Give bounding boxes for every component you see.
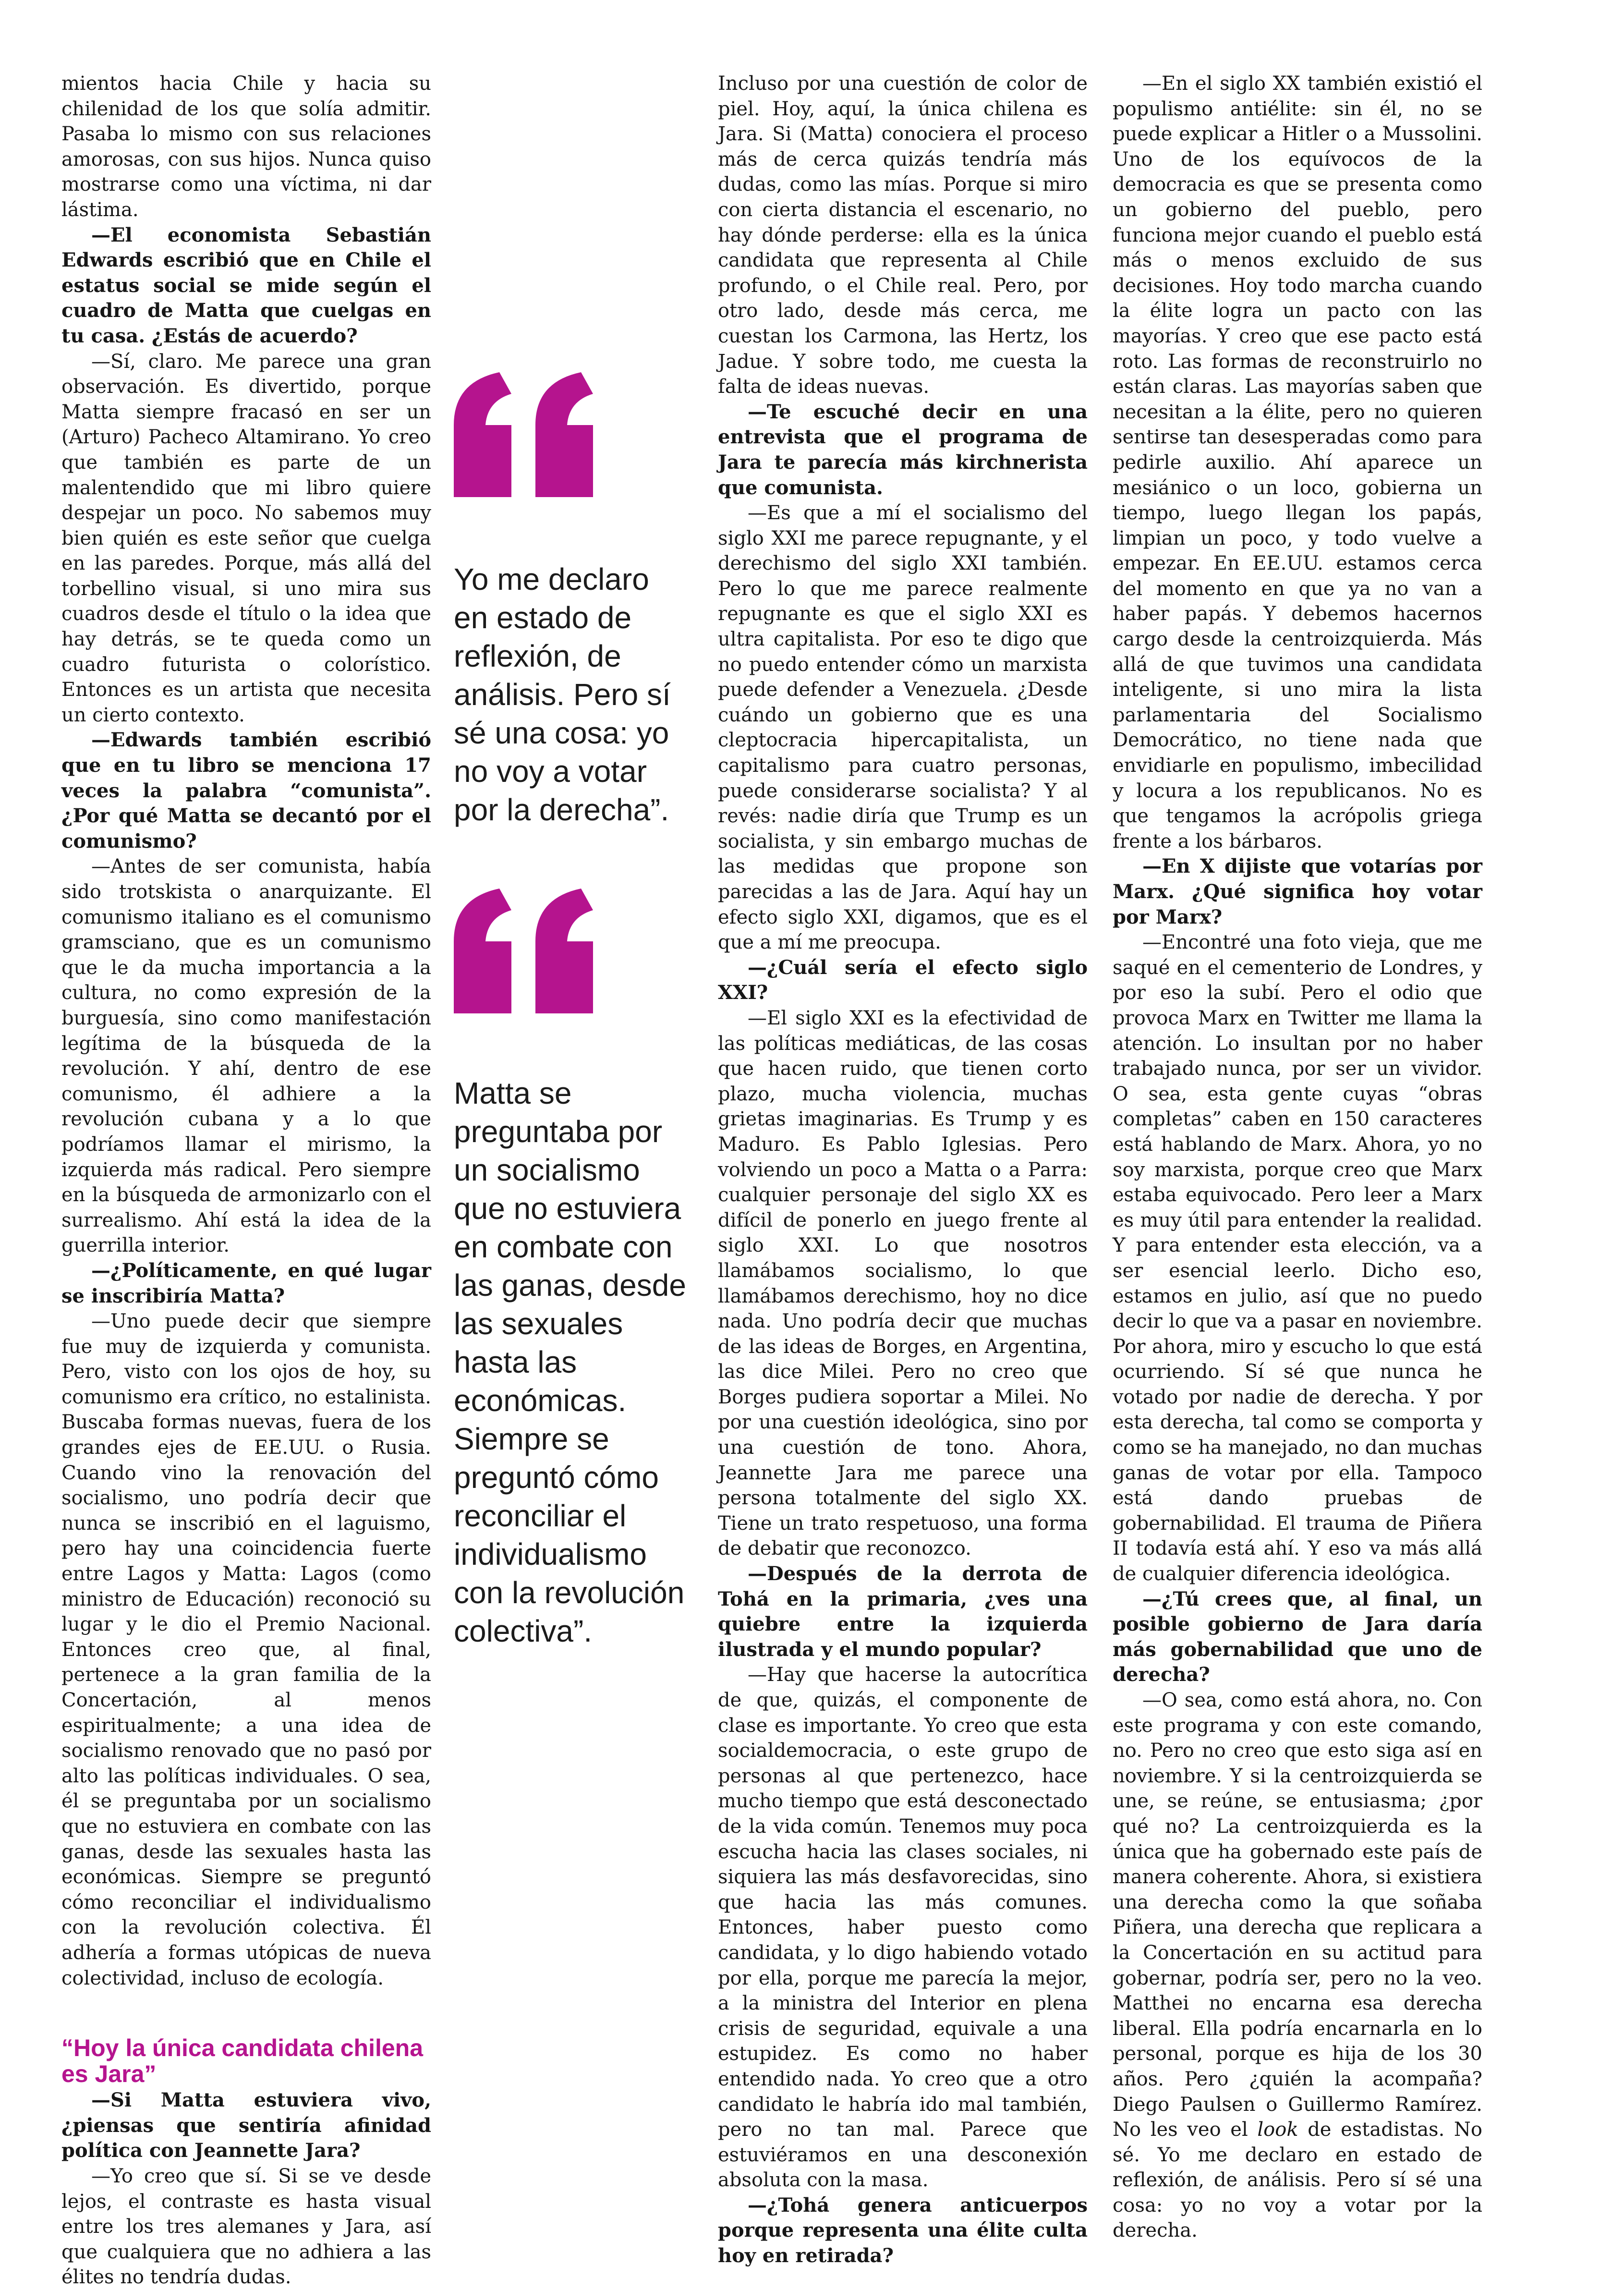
- interview-answer: —El siglo XXI es la efectividad de las políticas mediáticas, de las cosas que hacen ruido, que tienen corto plazo, mucha violencia, muchas grietas imaginarias. Es Trump y es Maduro. Es Pablo Iglesias. Pero volviendo un poco a Matta o a Parra: cualquier personaje del siglo XX es difícil de ponerlo en juego frente al siglo XXI. Lo que nosotros llamábamos socialismo, lo que llamábamos derechismo, hoy no dice nada. Uno podría decir que muchas de las ideas de Borges, en Argentina, las dice Milei. Pero no creo que Borges pudiera soportar a Milei. No por una cuestión ideológica, sino por una cuestión de tono. Ahora, Jeannette Jara me parece una persona totalmente del siglo XX. Tiene un trato respetuoso, una forma de debatir que reconozco.: [718, 1007, 1088, 1560]
- interview-answer: —Yo creo que sí. Si se ve desde lejos, el contraste es hasta visual entre los tres alemanes y Jara, así que cualquiera que no adhiera a las élites no tendría dudas.: [61, 2165, 431, 2289]
- interview-answer: —Encontré una foto vieja, que me saqué en el cementerio de Londres, y por eso la subí. Pero el odio que provoca Marx en Twitter me llama la atención. Lo insultan por no haber trabajado nunca, por ser un vividor. O sea, esta gente cuyas “obras completas” caben en 150 caracteres está hablando de Marx. Ahora, yo no soy marxista, porque creo que Marx estaba equivocado. Pero leer a Marx es muy útil para entender la realidad. Y para entender esta elección, va a ser esencial leerlo. Dicho eso, estamos en julio, así que no puedo decir lo que va a pasar en noviembre. Por ahora, miro y escucho lo que está ocurriendo. Sí sé que nunca he votado por nadie de derecha. Y por esta derecha, tal como se comporta y como se ha manejado, no dan muchas ganas de votar por ella. Tampoco está dando pruebas de gobernabilidad. El trauma de Piñera II todavía está ahí. Y eso va más allá de cualquier diferencia ideológica.: [1113, 931, 1482, 1585]
- interview-answer: —Uno puede decir que siempre fue muy de izquierda y comunista. Pero, visto con los ojos de hoy, su comunismo era crítico, no estalinista. Buscaba formas nuevas, fuera de los grandes ejes de EE.UU. o Rusia. Cuando vino la renovación del socialismo, uno podría decir que nunca se inscribió en el laguismo, pero hay una coincidencia fuerte entre Lagos y Matta: Lagos (como ministro de Educación) reconoció su lugar y le dio el Premio Nacional. Entonces creo que, al final, pertenece a la gran familia de la Concertación, al menos espiritualmente; a una idea de socialismo renovado que no pasó por alto las políticas individuales. O sea, él se preguntaba por un socialismo que no estuviera en combate con las ganas, desde las sexuales hasta las económicas. Siempre se preguntó cómo reconciliar el individualismo con la revolución colectiva. Él adhería a formas utópicas de nueva colectividad, incluso de ecología.: [61, 1310, 431, 1989]
- italic-word: look: [1257, 2119, 1298, 2141]
- interview-question: —Te escuché decir en una entrevista que el programa de Jara te parecía más kirchnerista que comunista.: [718, 400, 1088, 499]
- answer-text: —O sea, como está ahora, no. Con este programa y con este comando, no. Pero no creo que esto siga así en noviembre. Y si la centroizquierda se une, se reúne, se entusiasma; ¿por qué no? La centroizquierda es la única que ha gobernado este país de manera coherente. Ahora, si existiera una derecha como la que soñaba Piñera, una derecha que replicara a la Concertación en su actitud para gobernar, podría ser, pero no la veo. Matthei no encarna esa derecha liberal. Ella podría encarnarla en lo personal, porque es hija de los 30 años. Pero ¿quién la acompaña? Diego Paulsen o Guillermo Ramírez. No les veo el: [1113, 1689, 1482, 2141]
- interview-question: —¿Políticamente, en qué lugar se inscribiría Matta?: [61, 1259, 431, 1307]
- interview-question: —Edwards también escribió que en tu libro se menciona 17 veces la palabra “comunista”. ¿Por qué Matta se decantó por el comunismo?: [61, 729, 431, 853]
- interview-question: —¿Tú crees que, al final, un posible gobierno de Jara daría más gobernabilidad que uno de derecha?: [1113, 1587, 1482, 1686]
- article-column-3: [1113, 71, 1482, 2243]
- interview-answer: [1113, 1688, 1482, 2243]
- interview-answer: —Hay que hacerse la autocrítica de que, quizás, el componente de clase es importante. Yo creo que esta socialdemocracia, o este grupo de personas al que pertenezco, hace mucho tiempo que está desconectado de la vida común. Tenemos muy poca escucha hacia las clases sociales, ni siquiera las más desfavorecidas, sino que hacia las más comunes. Entonces, haber puesto como candidata, y lo digo habiendo votado por ella, porque me parecía la mejor, a la ministra del Interior en plena crisis de seguridad, equivale a una estupidez. Es como no haber entendido nada. Yo creo que a otro candidato le habría ido mal también, pero no tan mal. Parece que estuviéramos en una desconexión absoluta con la masa.: [718, 1664, 1088, 2192]
- interview-question: —El economista Sebastián Edwards escribió que en Chile el estatus social se mide según el cuadro de Matta que cuelgas en tu casa. ¿Estás de acuerdo?: [61, 223, 431, 347]
- paragraph: mientos hacia Chile y hacia su chilenidad de los que solía admitir. Pasaba lo mismo con sus relaciones amorosas, con sus hijos. Nunca quiso mostrarse como una víctima, ni dar lástima.: [61, 73, 431, 221]
- answer-text: de estadistas. No sé. Yo me declaro en estado de reflexión, de análisis. Pero sí sé una cosa: yo no voy a votar por la derecha.: [1113, 2119, 1483, 2242]
- pull-quote-1: Yo me declaro en estado de reflexión, de análisis. Pero sí sé una cosa: yo no voy a votar por la derecha”.: [454, 562, 671, 827]
- article-column-1: [61, 71, 431, 2290]
- pull-quote-2: Matta se preguntaba por un socialismo que no estuviera en combate con las ganas, desde las sexuales hasta las económicas. Siempre se preguntó cómo reconciliar el individualismo con la revolución colectiva”.: [454, 1076, 686, 1648]
- interview-question: —Después de la derrota de Tohá en la primaria, ¿ves una quiebre entre la izquierda ilustrada y el mundo popular?: [718, 1562, 1088, 1661]
- interview-answer: —En el siglo XX también existió el populismo antiélite: sin él, no se puede explicar a Hitler o a Mussolini. Uno de los equívocos de la democracia es que se presenta como un gobierno del pueblo, pero funciona mejor cuando el pueblo está más o menos excluido de sus decisiones. Hoy todo marcha cuando la élite logra un pacto con las mayorías. Y creo que ese pacto está roto. Las formas de reconstruirlo no están claras. Las mayorías saben que necesitan a la élite, pero no quieren sentirse tan desesperadas como para pedirle auxilio. Ahí aparece un mesiánico o un loco, gobierna un tiempo, luego llegan los papás, limpian un poco, y todo vuelve a empezar. En EE.UU. estamos cerca del momento en que ya no van a haber papás. Y debemos hacernos cargo desde la centroizquierda. Más allá de que tuvimos una candidata inteligente, si uno mira la lista parlamentaria del Socialismo Democrático, no tiene nada que envidiarle en populismo, imbecilidad y locura a los republicanos. No es que tengamos la acrópolis griega frente a los bárbaros.: [1113, 73, 1482, 853]
- interview-question: —¿Cuál sería el efecto siglo XXI?: [718, 956, 1088, 1004]
- open-quote-mark-icon: [454, 889, 598, 1013]
- interview-question: —En X dijiste que votarías por Marx. ¿Qué significa hoy votar por Marx?: [1113, 855, 1482, 928]
- interview-answer: —Antes de ser comunista, había sido trotskista o anarquizante. El comunismo italiano es el comunismo gramsciano, que es un comunismo que le da mucha importancia a la cultura, no como expresión de la burguesía, sino como manifestación legítima de la búsqueda de la revolución. Y ahí, dentro de ese comunismo, él adhiere a la revolución cubana y a lo que podríamos llamar el mirismo, la izquierda más radical. Pero siempre en la búsqueda de armonizarlo con el surrealismo. Ahí está la idea de la guerrilla interior.: [61, 855, 431, 1257]
- paragraph: Incluso por una cuestión de color de piel. Hoy, aquí, la única chilena es Jara. Si (Matta) conociera el proceso más de cerca quizás tendría más dudas, como las mías. Porque si miro con cierta distancia el escenario, no hay dónde perderse: ella es la única candidata que representa al Chile profundo, o el Chile real. Pero, por otro lado, desde más cerca, me cuestan los Carmona, las Hertz, los Jadue. Y sobre todo, me cuesta la falta de ideas nuevas.: [718, 73, 1088, 398]
- interview-answer: —Sí, claro. Me parece una gran observación. Es divertido, porque Matta siempre fracasó en ser un (Arturo) Pacheco Altamirano. Yo creo que también es parte de un malentendido que mi libro quiere despejar un poco. No sabemos muy bien quién es este señor que cuelga en las paredes. Porque, más allá del torbellino visual, si uno mira sus cuadros desde el título o la idea que hay detrás, se te queda como un cuadro futurista o colorístico. Entonces es un artista que necesita un cierto contexto.: [61, 350, 431, 726]
- interview-question: —Si Matta estuviera vivo, ¿piensas que sentiría afinidad política con Jeannette Jara?: [61, 2089, 431, 2162]
- article-column-2: [718, 71, 1088, 2269]
- interview-answer: —Es que a mí el socialismo del siglo XXI me parece repugnante, y el derechismo del siglo XXI también. Pero lo que me parece realmente repugnante es que el siglo XXI es ultra capitalista. Por eso te digo que no puedo entender cómo un marxista puede defender a Venezuela. ¿Desde cuándo un gobierno que es una cleptocracia hipercapitalista, un capitalismo para cuatro personas, puede considerarse socialista? Y al revés: nadie diría que Trump es un socialista, y sin embargo muchas de las medidas que propone son parecidas a las de Jara. Aquí hay un efecto siglo XXI, digamos, que es el que a mí me preocupa.: [718, 502, 1088, 954]
- section-subheading: “Hoy la única candidata chilena es Jara”: [61, 2034, 424, 2088]
- open-quote-mark-icon: [454, 372, 598, 497]
- interview-question: —¿Tohá genera anticuerpos porque representa una élite culta hoy en retirada?: [718, 2193, 1088, 2267]
